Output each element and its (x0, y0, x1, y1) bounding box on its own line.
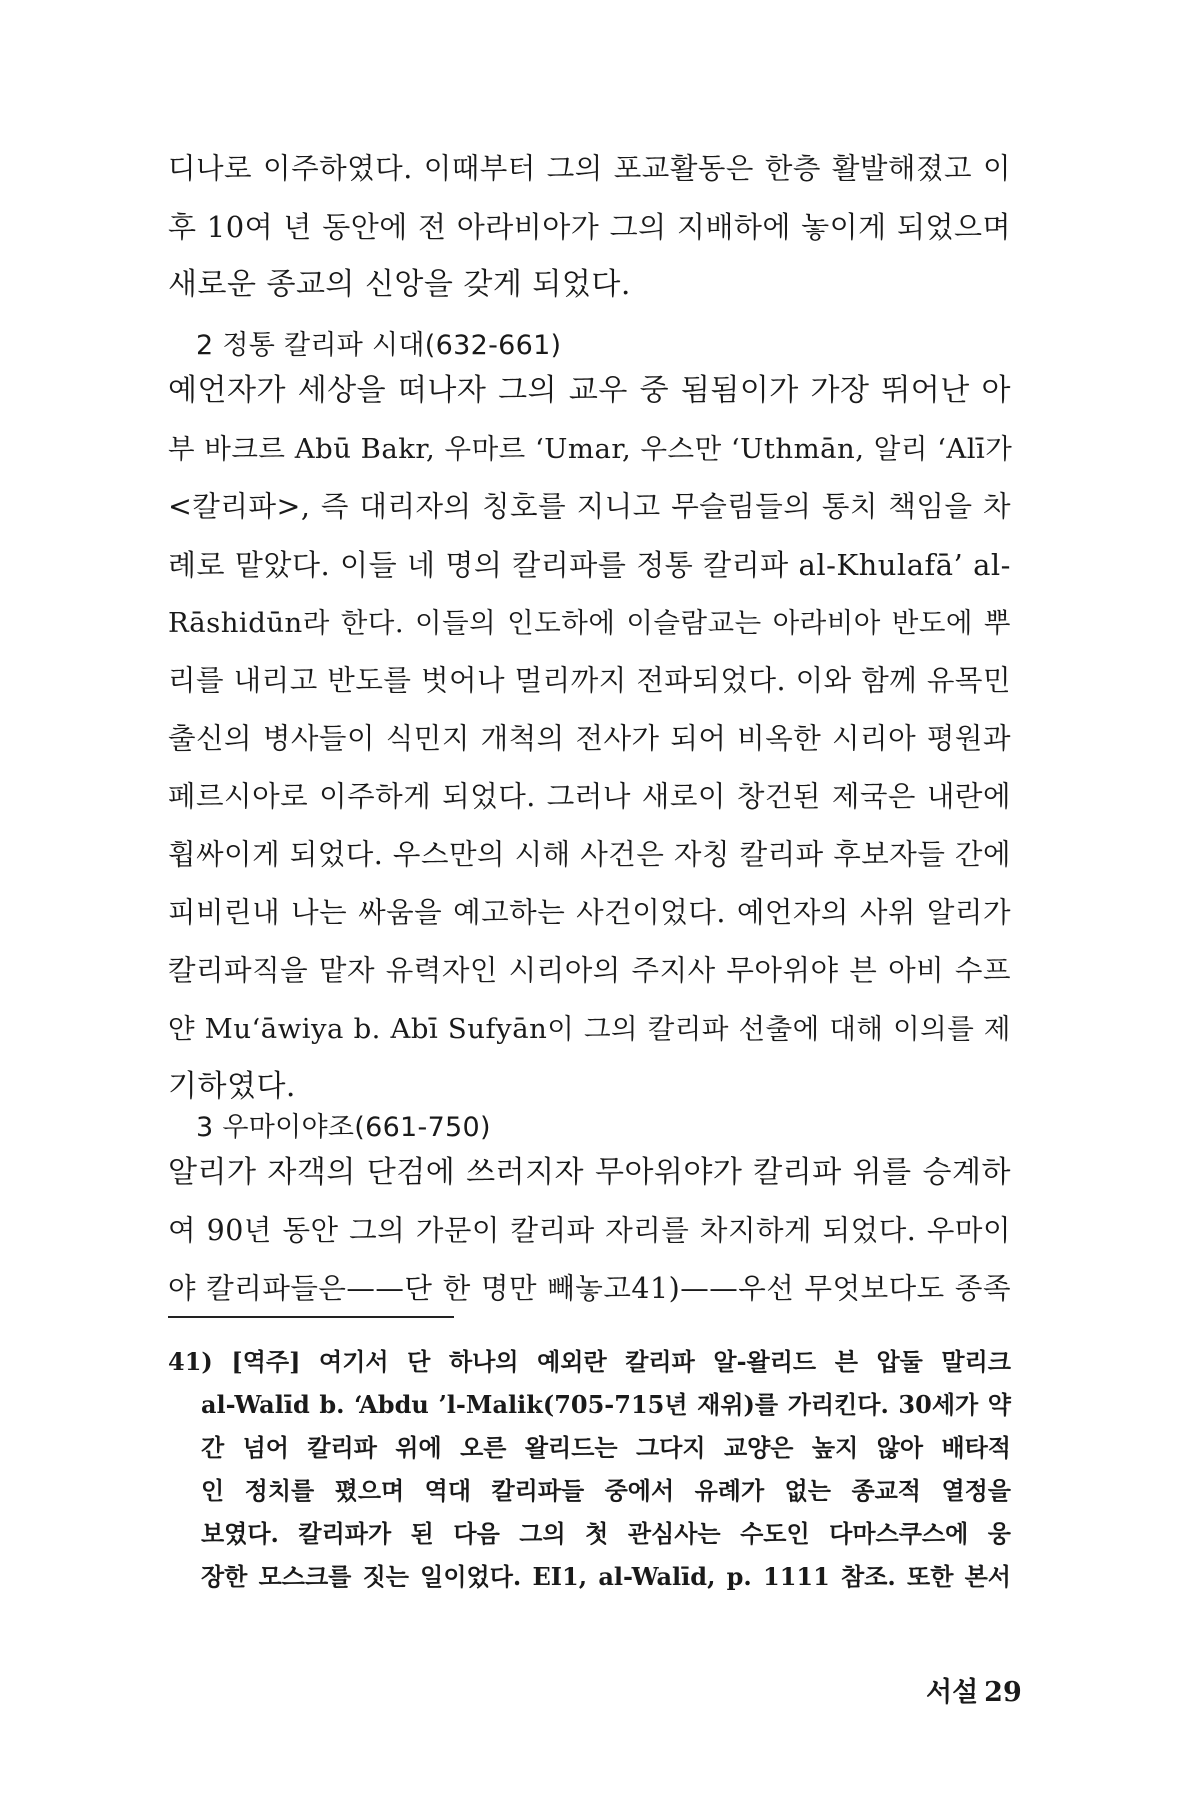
footnote-line: al-Walīd b. ‘Abdu ’l-Malik(705-715년 재위)를 가리킨다. 30세가 약 (201, 1390, 1011, 1419)
text-line: 기하였다. (168, 1069, 296, 1104)
section-heading: 2 정통 칼리파 시대(632-661) (196, 330, 562, 361)
page-number: 29 (984, 1677, 1022, 1708)
running-footer (920, 1670, 1022, 1709)
text-line: 여 90년 동안 그의 가문이 칼리파 자리를 차지하게 되었다. 우마이 (168, 1214, 1011, 1247)
footnote-line: 장한 모스크를 짓는 일이었다. EI1, al-Walīd, p. 1111 참조. 또한 본서 (201, 1562, 1011, 1591)
text-line: 디나로 이주하였다. 이때부터 그의 포교활동은 한층 활발해졌고 이 (168, 152, 1011, 185)
text-line: 출신의 병사들이 식민지 개척의 전사가 되어 비옥한 시리아 평원과 (168, 722, 1011, 755)
text-line: <칼리파>, 즉 대리자의 칭호를 지니고 무슬림들의 통치 책임을 차 (168, 490, 1011, 523)
text-line: 피비린내 나는 싸움을 예고하는 사건이었다. 예언자의 사위 알리가 (168, 896, 1011, 929)
footnote (168, 1340, 1011, 1598)
footnote-line: 인 정치를 폈으며 역대 칼리파들 중에서 유례가 없는 종교적 열정을 (201, 1476, 1011, 1505)
text-line: 알리가 자객의 단검에 쓰러지자 무아위야가 칼리파 위를 승계하 (168, 1155, 1011, 1190)
section2-paragraph (168, 362, 1011, 1116)
text-line: 휩싸이게 되었다. 우스만의 시해 사건은 자칭 칼리파 후보자들 간에 (168, 838, 1011, 871)
footnote-line: 간 넘어 칼리파 위에 오른 왈리드는 그다지 교양은 높지 않아 배타적 (201, 1433, 1011, 1462)
text-line: 페르시아로 이주하게 되었다. 그러나 새로이 창건된 제국은 내란에 (168, 780, 1011, 813)
footnote-line: 41) [역주] 여기서 단 하나의 예외란 칼리파 알-왈리드 븐 압둘 말리크 (168, 1347, 1011, 1376)
text-line: 얀 Mu‘āwiya b. Abī Sufyān이 그의 칼리파 선출에 대해 이의를 제 (168, 1013, 1011, 1045)
text-line: 리를 내리고 반도를 벗어나 멀리까지 전파되었다. 이와 함께 유목민 (168, 664, 1011, 697)
intro-paragraph (168, 140, 1011, 314)
section-heading: 3 우마이야조(661-750) (196, 1112, 491, 1143)
text-line: 부 바크르 Abū Bakr, 우마르 ‘Umar, 우스만 ‘Uthmān, 알리 ‘Alī가 (168, 433, 1013, 465)
footnote-divider (168, 1316, 454, 1318)
text-line: 야 칼리파들은——단 한 명만 빼놓고41)——우선 무엇보다도 종족 (168, 1272, 1011, 1305)
section3-paragraph (168, 1144, 1011, 1318)
text-line: 칼리파직을 맡자 유력자인 시리아의 주지사 무아위야 븐 아비 수프 (168, 954, 1011, 987)
text-line: 후 10여 년 동안에 전 아라비아가 그의 지배하에 놓이게 되었으며 (168, 210, 1011, 244)
text-line: 새로운 종교의 신앙을 갖게 되었다. (168, 267, 631, 302)
text-line: Rāshidūn라 한다. 이들의 인도하에 이슬람교는 아라비아 반도에 뿌 (168, 607, 1011, 639)
running-footer-section: 서설 (926, 1677, 979, 1708)
text-line: 예언자가 세상을 떠나자 그의 교우 중 됨됨이가 가장 뛰어난 아 (168, 373, 1011, 408)
text-line: 례로 맡았다. 이들 네 명의 칼리파를 정통 칼리파 al-Khulafā’ al- (168, 548, 1011, 582)
footnote-line: 보였다. 칼리파가 된 다음 그의 첫 관심사는 수도인 다마스쿠스에 웅 (201, 1519, 1011, 1548)
